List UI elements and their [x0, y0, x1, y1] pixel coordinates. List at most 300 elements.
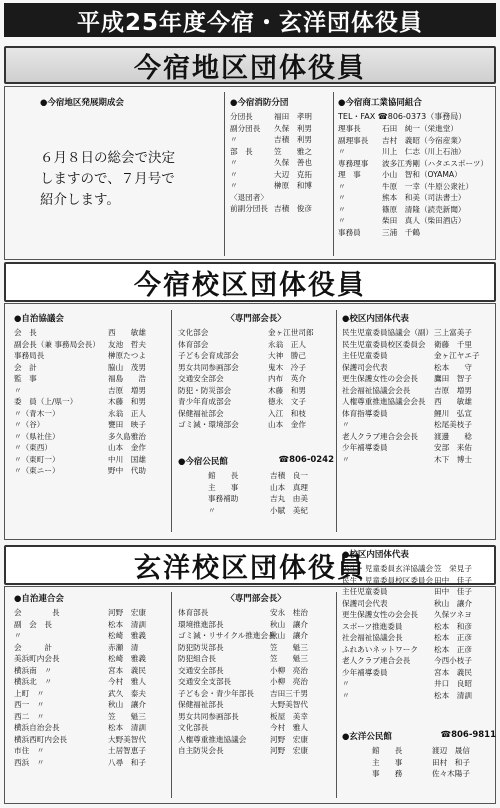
officer-name: 大辺 克拓	[274, 169, 312, 179]
officer-role: 防犯・防災部会	[178, 385, 232, 395]
officer-role: 〃	[338, 216, 346, 225]
officer-name: 大神 勝己	[268, 351, 306, 360]
officer-row	[230, 157, 332, 169]
officer-row	[342, 598, 496, 610]
officer-row	[178, 688, 334, 700]
officer-row	[372, 757, 496, 769]
officer-name: 金ヶ江ヤエ子	[434, 351, 480, 360]
section-title-imajuku-school: 今宿校区団体役員	[4, 262, 496, 302]
officer-row	[14, 454, 170, 466]
officer-role: 上町 〃	[14, 688, 45, 698]
officer-name: 松本 守	[434, 362, 472, 372]
officer-row	[342, 644, 496, 656]
officer-role: 防犯防災部長	[178, 642, 224, 652]
officer-row	[342, 327, 496, 339]
officer-role: 保護司会代表	[342, 362, 388, 372]
officer-role: 〃	[14, 631, 22, 640]
officer-name	[274, 192, 332, 204]
officer-role: 〃	[338, 193, 346, 202]
hatten-block	[40, 96, 220, 246]
officer-name: 赤瀬 清	[108, 642, 139, 652]
officer-row	[178, 362, 334, 374]
officer-name: 吉原 増男	[108, 385, 146, 395]
officer-name: 田中 佳子	[434, 575, 472, 585]
senmon-heading-genyo: 〈専門部会長〉	[226, 594, 286, 604]
officer-name: 武久 泰夫	[108, 688, 146, 698]
jichi-heading-imajuku: ●自治協議会	[14, 314, 64, 324]
officer-row	[14, 757, 170, 769]
officer-role: 〃	[230, 158, 238, 167]
officer-role: 少年補導委員	[342, 667, 388, 677]
officer-row	[14, 745, 170, 757]
officer-row	[14, 419, 170, 431]
officer-name: 山本 真理	[270, 482, 308, 492]
officer-row	[178, 419, 334, 431]
officer-role: 西浜 〃	[14, 757, 45, 767]
page-title: 平成25年度今宿・玄洋団体役員	[4, 3, 496, 37]
officer-role: 男女共同参画部長	[178, 711, 239, 721]
officer-row	[178, 385, 334, 397]
officer-role: 男女共同参画部会	[178, 362, 239, 372]
officer-row	[338, 158, 496, 170]
officer-role: 会 計	[14, 642, 52, 652]
kominkan-tel-imajuku: ☎806-0242	[278, 455, 334, 465]
officer-row	[14, 711, 170, 723]
officer-role: 老人クラブ連合会会長	[342, 431, 418, 441]
officer-role: 館 長	[372, 746, 403, 755]
officer-row	[14, 607, 170, 619]
officer-name: 松崎 雅義	[108, 654, 146, 663]
officer-row	[178, 734, 334, 746]
officer-role: 監 事	[14, 374, 37, 383]
officer-row	[338, 227, 496, 239]
officer-name: 吉田三千男	[270, 688, 308, 698]
officer-name: 渡辺 晟信	[432, 746, 470, 755]
officer-name: 大野美智代	[108, 734, 146, 744]
officer-row	[372, 768, 496, 780]
officer-row	[208, 470, 334, 482]
officer-row	[178, 745, 334, 757]
officer-name: 吉積 利男	[274, 135, 312, 144]
officer-name: 小柳 亮治	[270, 677, 308, 686]
officer-role: 更生保護女性の会会長	[342, 374, 418, 383]
officer-row	[342, 419, 496, 431]
officer-row	[338, 181, 496, 193]
senmon-block-imajuku	[178, 312, 334, 444]
officer-name: 三上富美子	[434, 328, 472, 337]
officer-row	[14, 642, 170, 654]
officer-row	[14, 431, 170, 443]
officer-name: 金ヶ江世司郎	[268, 328, 314, 337]
officer-role: 体育指導委員	[342, 408, 388, 418]
officer-row	[230, 111, 332, 123]
officer-role: 防犯組合長	[178, 654, 216, 663]
officer-name: 笠 栄見子	[434, 564, 472, 573]
officer-role: ゴミ減・環境部会	[178, 420, 239, 429]
officer-role: 横浜自治会長	[14, 723, 60, 732]
naidantai-block-imajuku	[342, 312, 496, 537]
officer-role: 美浜町内会長	[14, 654, 60, 663]
officer-name: 吉原 増男	[434, 385, 472, 395]
officer-row	[342, 385, 496, 397]
officer-row	[208, 493, 334, 505]
officer-name: 宮本 義民	[108, 665, 146, 675]
officer-name: 徳永 文子	[268, 397, 306, 406]
officer-row	[178, 665, 334, 677]
kominkan-block-genyo	[342, 730, 496, 800]
officer-role: 〃	[208, 505, 216, 515]
officer-name: 今村 雅人	[108, 677, 146, 686]
officer-role: 人権尊重推進協議会会長	[342, 397, 426, 406]
officer-row	[342, 632, 496, 644]
officer-name: 久保 善也	[274, 158, 312, 167]
kominkan-heading-imajuku: ●今宿公民館	[178, 457, 228, 467]
officer-row	[230, 123, 332, 135]
officer-row	[178, 722, 334, 734]
officer-row	[178, 642, 334, 654]
officer-role: 更生保護女性の会会長	[342, 610, 418, 619]
officer-role: 文化部会	[178, 328, 209, 337]
officer-name: 渡邊 稔	[434, 431, 472, 441]
officer-name: 田村 和子	[432, 757, 470, 767]
officer-name: 秋山 讓介	[270, 631, 308, 640]
officer-row	[178, 607, 334, 619]
officer-role: 事務補助	[208, 494, 239, 503]
officer-role: 館 長	[208, 471, 239, 480]
officer-role: 主 事	[208, 482, 239, 492]
jichi-heading-genyo: ●自治連合会	[14, 594, 64, 604]
officer-role: 保健福祉部長	[178, 700, 224, 709]
officer-name: 吉積 良一	[270, 471, 308, 480]
officer-role: 横浜北 〃	[14, 677, 52, 686]
officer-role: 〃	[230, 135, 238, 144]
officer-role: 民生児童委員校区委員会	[342, 339, 426, 349]
officer-row	[338, 135, 496, 147]
officer-row	[338, 192, 496, 204]
officer-name: 安部 来佑	[434, 443, 472, 452]
officer-role: 〃	[338, 181, 346, 191]
officer-name: 木藤 和男	[108, 397, 146, 406]
officer-role: 青少年育成部会	[178, 397, 232, 406]
naidantai-block-genyo	[342, 548, 496, 726]
officer-row	[338, 169, 496, 181]
officer-role: 副分団長	[230, 123, 261, 133]
officer-role: 社会福祉協議会会長	[342, 385, 411, 395]
officer-row	[14, 408, 170, 420]
officer-role: 〃（県社住）	[14, 431, 60, 441]
officer-row	[14, 362, 170, 374]
officer-row	[178, 339, 334, 351]
officer-row	[208, 505, 334, 517]
officer-role: 〃	[338, 204, 346, 214]
officer-row	[342, 373, 496, 385]
officer-row	[14, 442, 170, 454]
shoko-tel: TEL・FAX ☎806-0373（事務局）	[338, 112, 467, 121]
officer-name: 山本 金作	[268, 420, 306, 429]
officer-role: スポーツ推進委員	[342, 621, 403, 631]
hatten-note: ６月８日の総会で決定 しますので、７月号で 紹介します。	[40, 150, 175, 208]
officer-row	[230, 192, 332, 204]
officer-row	[342, 621, 496, 633]
officer-name: 山本 金作	[108, 443, 146, 452]
officer-role: 環境推進部長	[178, 619, 224, 629]
officer-role: 西一 〃	[14, 700, 45, 709]
officer-role: 〃	[342, 679, 350, 688]
officer-name: 井口 良昭	[434, 679, 472, 688]
officer-role: 保護司会代表	[342, 598, 388, 608]
officer-name: 鯉川 弘宣	[434, 408, 472, 418]
officer-role: 会 計	[14, 362, 37, 372]
officer-name: 鷹田 智子	[434, 374, 472, 383]
officer-role: 人権尊重推進協議会	[178, 734, 247, 744]
officer-row	[338, 146, 496, 158]
officer-role: 理 事	[338, 170, 361, 179]
officer-name: 松本 清訓	[108, 723, 146, 732]
officer-name: 小賦 美紀	[270, 505, 308, 515]
officer-role: 〃（東西）	[14, 443, 52, 452]
officer-role: 保健福祉部会	[178, 408, 224, 418]
officer-name: 小柳 亮治	[270, 665, 308, 675]
officer-name: 友池 哲夫	[108, 339, 146, 349]
officer-role: 民生児童委員協議会（副）	[342, 328, 434, 337]
officer-row	[14, 676, 170, 688]
officer-name: 柴田 真人（柴田酒店）	[382, 216, 466, 225]
officer-row	[14, 350, 170, 362]
officer-name: 宮本 義民	[434, 667, 472, 677]
officer-name: 入江 和枝	[268, 408, 306, 418]
officer-row	[338, 204, 496, 216]
officer-name: 吉丸 由美	[270, 494, 308, 503]
officer-name: 今西小枝子	[434, 656, 472, 665]
officer-name: 大野美智代	[270, 700, 308, 709]
officer-name: 久保ツネヨ	[434, 610, 472, 619]
officer-name: 安永 桂治	[270, 608, 308, 617]
officer-name: 松本 清訓	[434, 690, 472, 700]
officer-name: 鬼木 冷子	[268, 362, 306, 372]
kominkan-heading-genyo: ●玄洋公民館	[342, 732, 392, 742]
officer-name: 笠 雅之	[274, 146, 312, 156]
officer-name: 笠 魁三	[270, 654, 308, 663]
officer-name: 榊原 和博	[274, 181, 312, 190]
officer-row	[178, 676, 334, 688]
officer-row	[342, 690, 496, 702]
officer-name: 笠 魁三	[270, 642, 308, 652]
officer-row	[178, 350, 334, 362]
shoko-block	[338, 96, 496, 256]
officer-role: 会 長	[14, 608, 60, 617]
officer-name: 秋山 讓介	[270, 619, 308, 629]
officer-role: 自主防災会長	[178, 746, 224, 755]
officer-name: 衛藤 千里	[434, 339, 472, 349]
officer-role: 横浜南 〃	[14, 665, 52, 675]
officer-name: 甕田 映子	[108, 420, 146, 429]
officer-row	[342, 586, 496, 598]
officer-role: 〈退団者〉	[230, 192, 268, 202]
officer-name: 三浦 千鶴	[382, 227, 420, 237]
officer-role: 横浜西町内会長	[14, 734, 68, 744]
officer-name: 河野 宏康	[270, 734, 308, 744]
officer-name: 松尾美枝子	[434, 420, 472, 429]
officer-row	[14, 396, 170, 408]
officer-row	[178, 630, 334, 642]
officer-row	[230, 146, 332, 158]
officer-role: 分団長	[230, 112, 253, 121]
officer-row	[14, 339, 170, 351]
officer-role: 〃	[342, 454, 350, 464]
shoko-heading: ●今宿商工業協同組合	[338, 98, 422, 108]
officer-name: 永翁 正人	[268, 339, 306, 349]
officer-role: 専務理事	[338, 158, 369, 168]
officer-name: 脇山 茂男	[108, 362, 146, 372]
shobo-block	[230, 96, 332, 254]
officer-name: 永翁 正人	[108, 408, 146, 418]
officer-row	[178, 711, 334, 723]
section-title-genyo-school: 玄洋校区団体役員	[4, 545, 496, 585]
senmon-heading-imajuku: 〈専門部会長〉	[226, 314, 286, 324]
officer-name: 多久島雅治	[108, 431, 146, 441]
officer-name: 松本 正彦	[434, 644, 472, 654]
officer-row	[208, 482, 334, 494]
officer-name: 川上 仁志（川上石油）	[382, 147, 466, 156]
officer-row	[338, 123, 496, 135]
officer-row	[14, 699, 170, 711]
officer-role: 西二 〃	[14, 711, 45, 721]
officer-role: 〃（東町一）	[14, 454, 60, 464]
officer-name: 西 敏雄	[108, 328, 146, 337]
officer-name: 松本 和彦	[434, 621, 472, 631]
officer-row	[14, 734, 170, 746]
officer-row	[14, 385, 170, 397]
officer-row	[178, 653, 334, 665]
officer-role: 〃（東ニー）	[14, 466, 60, 475]
officer-name: 今村 雅人	[270, 723, 308, 732]
section-title-imajuku-district: 今宿地区団体役員	[4, 46, 496, 84]
officer-role: 事務局長	[14, 351, 45, 360]
officer-role: 〃	[230, 181, 238, 190]
officer-row	[14, 619, 170, 631]
officer-name: 田中 佳子	[434, 587, 472, 596]
officer-name: 吉村 義昭（今宿産業）	[382, 135, 466, 145]
officer-row	[338, 215, 496, 227]
officer-role: 主任児童委員	[342, 351, 388, 360]
officer-role: 〃（谷）	[14, 420, 45, 429]
officer-role: 副 会 長	[14, 619, 52, 629]
officer-name: 秋山 讓介	[108, 700, 146, 709]
officer-name: 牛原 一幸（牛原公衆社）	[382, 181, 474, 191]
jichi-block-imajuku	[14, 312, 170, 537]
officer-row	[14, 653, 170, 665]
officer-role: 体育部長	[178, 608, 209, 617]
officer-row	[342, 609, 496, 621]
officer-row	[372, 745, 496, 757]
officer-row	[342, 350, 496, 362]
officer-row	[230, 180, 332, 192]
officer-row	[178, 396, 334, 408]
senmon-block-genyo	[178, 592, 334, 802]
officer-row	[178, 327, 334, 339]
officer-row	[14, 465, 170, 477]
officer-role: 〃	[342, 690, 350, 700]
officer-role: 老人クラブ連合会長	[342, 656, 411, 665]
officer-role: 事務員	[338, 227, 361, 237]
officer-row	[14, 630, 170, 642]
officer-name: 松本 清訓	[108, 619, 146, 629]
officer-row	[342, 563, 496, 575]
officer-row	[342, 431, 496, 443]
officer-name: 吉積 俊彦	[274, 204, 312, 213]
officer-role: 交通安全部会	[178, 374, 224, 383]
officer-row	[230, 169, 332, 181]
officer-name: 小山 智和（OYAMA）	[382, 170, 462, 179]
officer-role: 体育部会	[178, 339, 209, 349]
officer-role: 子ども会育成部会	[178, 351, 239, 360]
officer-role: 〃	[338, 147, 346, 156]
officer-row	[342, 339, 496, 351]
officer-row	[342, 575, 496, 587]
officer-row	[230, 134, 332, 146]
officer-row	[230, 203, 332, 215]
officer-name: 野中 代助	[108, 466, 146, 475]
officer-row	[14, 327, 170, 339]
officer-row	[342, 362, 496, 374]
officer-row	[178, 619, 334, 631]
officer-row	[178, 699, 334, 711]
officer-row	[342, 667, 496, 679]
officer-role: 民生・児童委員玄洋協議会	[342, 564, 434, 573]
jichi-block-genyo	[14, 592, 170, 802]
officer-role: 主任児童委員	[342, 587, 388, 596]
officer-name: 篠原 清隆（読売新聞）	[382, 204, 466, 214]
officer-name: 秋山 讓介	[434, 598, 472, 608]
officer-role: 会 長	[14, 328, 37, 337]
kominkan-tel-genyo: ☎806-9811	[440, 730, 496, 740]
officer-name: 河野 宏康	[108, 608, 146, 617]
officer-role: ふれあいネットワーク	[342, 644, 418, 654]
officer-name: 石田 純一（栄進堂）	[382, 124, 458, 133]
naidantai-heading-genyo: ●校区内団体代表	[342, 550, 409, 560]
officer-name: 熊本 和美（司法書士）	[382, 193, 466, 202]
officer-row	[342, 678, 496, 690]
officer-name: 榊原たつよ	[108, 351, 146, 360]
officer-role: 市住 〃	[14, 746, 45, 755]
officer-row	[342, 655, 496, 667]
officer-row	[14, 688, 170, 700]
officer-name: 松本 正彦	[434, 633, 472, 642]
officer-role: 〃	[14, 385, 22, 395]
officer-name: 河野 宏康	[270, 746, 308, 755]
officer-name: 木下 博士	[434, 454, 472, 464]
officer-row	[178, 373, 334, 385]
officer-row	[14, 722, 170, 734]
naidantai-heading-imajuku: ●校区内団体代表	[342, 314, 409, 324]
officer-name: 木藤 和男	[268, 385, 306, 395]
officer-role: 前副分団長	[230, 204, 268, 213]
officer-role: ゴミ減・リサイクル推進会長	[178, 631, 276, 640]
shobo-heading: ●今宿消防分団	[230, 98, 289, 108]
officer-name: 久保 利男	[274, 123, 312, 133]
officer-role: 子ども会・青少年部長	[178, 688, 254, 698]
officer-name: 板屋 美幸	[270, 711, 308, 721]
officer-role: 副会長（兼 事務局会長）	[14, 339, 100, 349]
officer-name: 松崎 雅義	[108, 631, 146, 640]
officer-name: 波多江秀剛（ハタエスポーツ）	[382, 158, 489, 168]
officer-name: 福田 孝明	[274, 112, 312, 121]
officer-row	[342, 408, 496, 420]
officer-row	[342, 442, 496, 454]
officer-role: 〃	[342, 420, 350, 429]
officer-name: 佐々木陽子	[432, 769, 470, 778]
officer-name: 笠 魁三	[108, 711, 146, 721]
